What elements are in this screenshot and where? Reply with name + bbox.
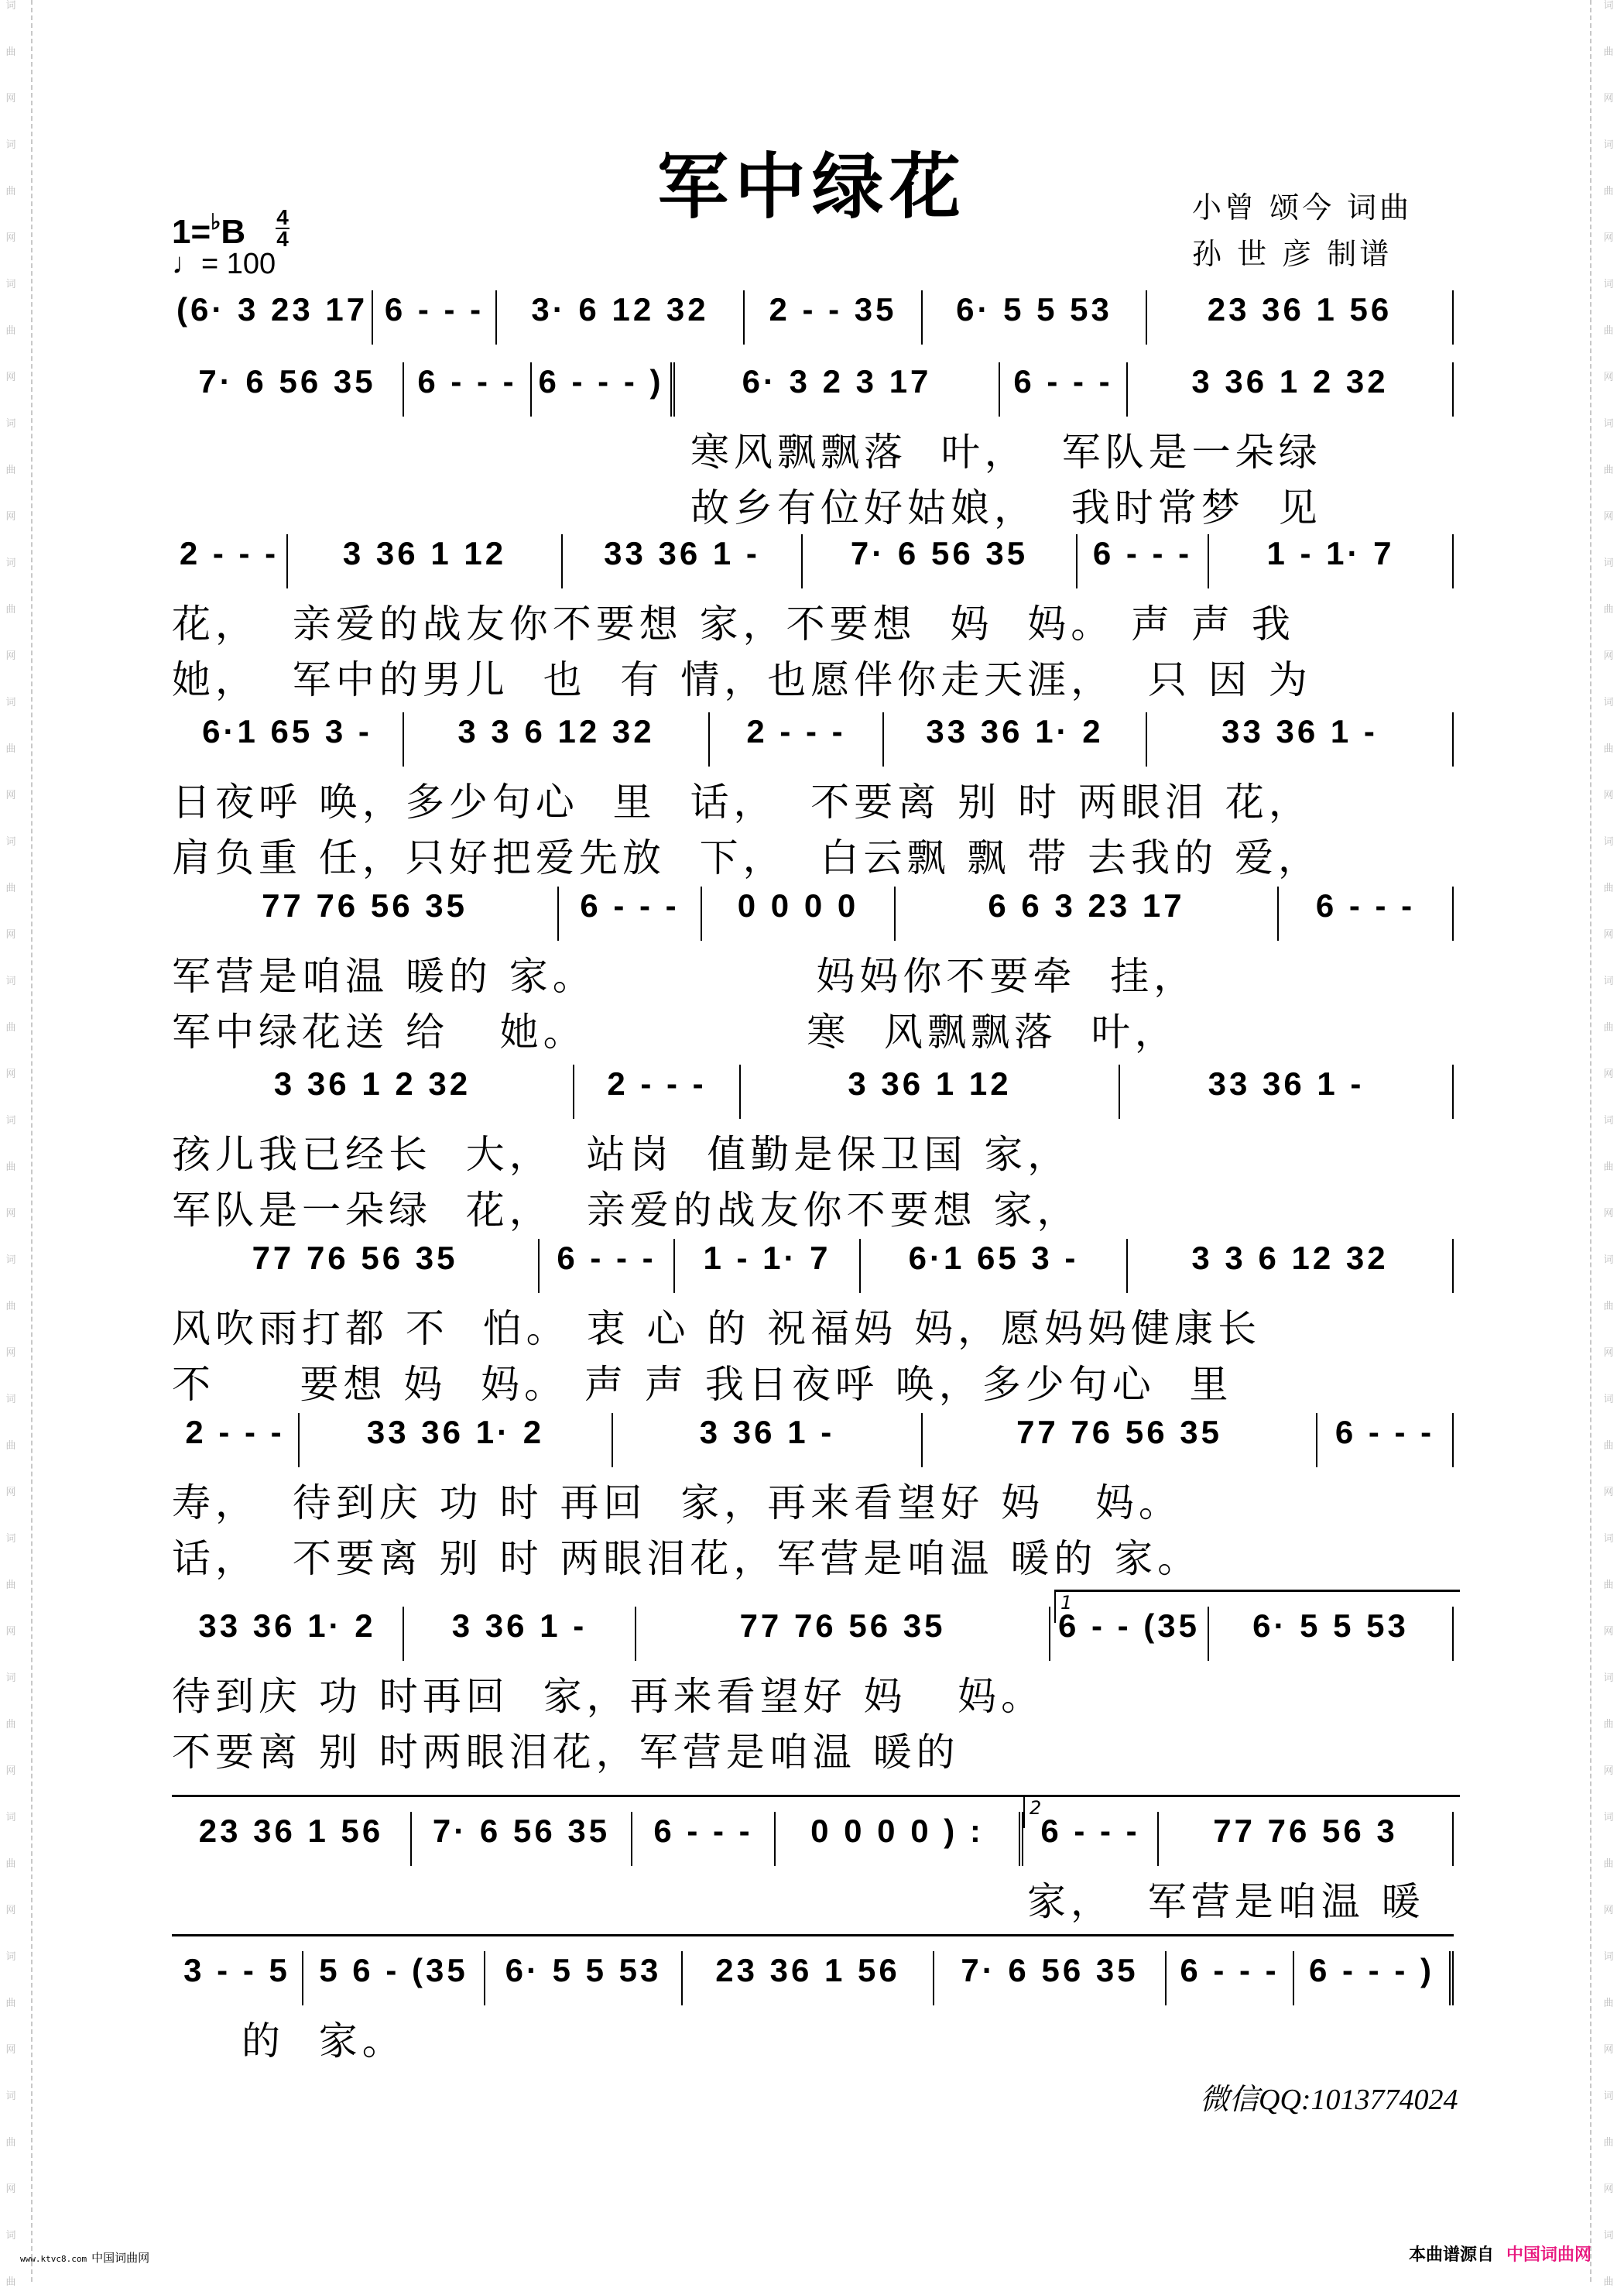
measure [540,1239,675,1293]
site-name: 中国词曲网 [91,2251,150,2265]
measure [632,1812,776,1866]
staff-line [172,362,1454,424]
measure [1120,1065,1454,1119]
watermark-char: 曲 [1603,1440,1614,1452]
measure [172,1239,540,1293]
watermark-char: 曲 [5,604,16,616]
measure-notes: 33 36 1· 2 [926,713,1104,750]
watermark-char: 词 [5,1254,16,1266]
watermark-char: 网 [1603,1347,1614,1359]
measure-notes: 6 - - - ) [538,363,664,400]
score-system [172,712,1454,886]
measure [172,534,288,588]
measure [613,1413,923,1467]
watermark-char: 词 [1603,1533,1614,1545]
measure [636,1607,1050,1661]
watermark-char: 网 [1603,1765,1614,1777]
measure-notes: 6 - - - [1334,1414,1435,1450]
staff-line [172,1065,1454,1127]
measure [172,1065,574,1119]
measure-notes: 2 - - 35 [769,291,897,328]
measure-notes: 2 - - - [185,1414,285,1450]
watermark-char: 词 [5,976,16,987]
measure [303,1951,485,2005]
measure [563,534,803,588]
lyric-verse-1: 寒风飘飘落 叶， 军队是一朵绿 [690,430,1322,475]
staff-line [172,887,1454,948]
watermark-char: 曲 [1603,604,1614,616]
measure-notes: 6 - - (35 [1057,1607,1201,1644]
measure-notes: 6· 5 5 53 [1252,1607,1409,1644]
watermark-char: 词 [1603,2091,1614,2102]
watermark-char: 词 [1603,1254,1614,1266]
watermark-char: 曲 [5,1580,16,1591]
key-prefix: 1= [172,213,211,251]
tempo-marking: ♩= 100 [172,248,276,280]
watermark-char: 曲 [5,2276,16,2288]
source-label: 本曲谱源自 [1409,2245,1495,2265]
watermark-char: 曲 [1603,1022,1614,1034]
watermark-char: 网 [5,790,16,801]
volta-ending-2: 2 [1023,1795,1460,1828]
measure-notes: 6 - - - [580,887,680,924]
watermark-char: 网 [1603,1069,1614,1080]
watermark-char: 网 [1603,1487,1614,1498]
measure-notes: 2 - - - [179,535,279,571]
watermark-char: 词 [1603,1812,1614,1823]
watermark-char: 网 [1603,232,1614,244]
watermark-char: 曲 [5,1161,16,1173]
measure-notes: 3 36 1 2 32 [273,1065,471,1102]
measure-notes: 3 - - 5 [183,1952,290,1988]
watermark-char: 词 [5,0,16,12]
measure-notes: 6 - - - [653,1813,753,1849]
measure [1317,1413,1454,1467]
measure-notes: 7· 6 56 35 [198,363,376,400]
measure-notes: 3 36 1 - [699,1414,835,1450]
watermark-char: 曲 [5,46,16,58]
key-note: B [221,213,246,251]
watermark-char: 网 [1603,1208,1614,1219]
measure-notes: 77 76 56 35 [252,1240,458,1276]
measure-notes: 7· 6 56 35 [961,1952,1139,1988]
measure-notes: 3 36 1 12 [848,1065,1012,1102]
site-url-text[interactable]: www.ktvc8.com [20,2254,87,2264]
watermark-char: 曲 [1603,1301,1614,1312]
watermark-char: 词 [1603,139,1614,151]
time-signature [276,205,290,251]
key-signature [172,209,245,252]
measure-notes: 0 0 0 0 [737,887,859,924]
measure [1209,1607,1454,1661]
watermark-char: 曲 [5,1301,16,1312]
measure-notes: 6 - - - [1315,887,1416,924]
measure [1128,362,1454,417]
measure [1128,1239,1454,1293]
watermark-char: 曲 [1603,186,1614,197]
measure-notes: (6· 3 23 17 [176,291,368,328]
measure [861,1239,1128,1293]
measure-notes: 23 36 1 56 [1207,291,1393,328]
watermark-char: 曲 [1603,325,1614,337]
watermark-char: 词 [5,697,16,708]
lyric-verse-2: 肩负重 任，只好把爱先放 下， 白云飘 飘 带 去我的 爱， [172,835,1322,880]
watermark-char: 网 [1603,93,1614,105]
lyric-verse-1: 日夜呼 唤，多少句心 里 话， 不要离 别 时 两眼泪 花， [172,780,1312,825]
measure [172,290,373,345]
measure-notes: 7· 6 56 35 [850,535,1029,571]
watermark-char: 网 [1603,1626,1614,1638]
transcriber: 孙 世 彦 制谱 [1192,237,1393,271]
watermark-char: 词 [5,2091,16,2102]
watermark-char: 曲 [1603,883,1614,894]
measure-notes: 2 - - - [607,1065,707,1102]
lyric-verse-2: 故乡有位好姑娘， 我时常梦 见 [690,485,1322,530]
watermark-char: 网 [5,372,16,383]
measure [300,1413,613,1467]
lyric-verse-1: 花， 亲爱的战友你不要想 家，不要想 妈 妈。 声 声 我 [172,602,1295,647]
measure [1209,534,1454,588]
lyric-verse-1: 家， 军营是咱温 暖 [1027,1879,1425,1924]
watermark-char: 曲 [1603,1580,1614,1591]
measure-notes: 1 - 1· 7 [703,1240,831,1276]
watermark-char: 曲 [5,1998,16,2009]
watermark-char: 网 [5,1626,16,1638]
measure [745,290,923,345]
watermark-char: 网 [5,1765,16,1777]
watermark-char: 网 [5,1208,16,1219]
measure-notes: 33 36 1 - [1208,1065,1365,1102]
watermark-char: 词 [5,1533,16,1545]
watermark-char: 网 [5,2044,16,2056]
watermark-char: 词 [5,418,16,430]
measure [1147,290,1454,345]
lyric-verse-1: 寿， 待到庆 功 时 再回 家，再来看望好 妈 妈。 [172,1480,1182,1525]
measure-notes: 6 - - - [557,1240,656,1276]
measure [683,1951,934,2005]
measure-notes: 33 36 1· 2 [198,1607,376,1644]
measure-notes: 1 - 1· 7 [1266,535,1395,571]
watermark-char: 曲 [5,186,16,197]
measure [404,1607,636,1661]
volta-bracket-line [172,1934,1454,1936]
right-watermark-margin [1590,0,1624,2288]
measure-notes: 6· 5 5 53 [505,1952,662,1988]
watermark-char: 网 [1603,2044,1614,2056]
staff-line [172,290,1454,352]
measure [934,1951,1167,2005]
measure-notes: 0 0 0 0 ) : [810,1813,984,1849]
watermark-char: 曲 [1603,1858,1614,1870]
lyric-verse-2: 军中绿花送 给 她。 寒 风飘飘落 叶， [172,1010,1178,1055]
score-system [172,1239,1454,1412]
watermark-char: 曲 [1603,743,1614,755]
measure [776,1812,1023,1866]
measure [923,1413,1317,1467]
measure-notes: 23 36 1 56 [715,1952,900,1988]
staff-line [172,534,1454,596]
measure [412,1812,632,1866]
lyric-verse-1: 风吹雨打都 不 怕。 衷 心 的 祝福妈 妈，愿妈妈健康长 [172,1306,1262,1351]
watermark-char: 网 [5,511,16,523]
watermark-char: 曲 [5,325,16,337]
measure [172,1951,303,2005]
watermark-char: 词 [1603,1115,1614,1127]
watermark-char: 曲 [5,1022,16,1034]
measure [172,1607,404,1661]
measure-notes: 5 6 - (35 [319,1952,468,1988]
measure-notes: 77 76 56 35 [262,887,468,924]
measure [1279,887,1454,941]
measure-notes: 6 - - - ) [1309,1952,1434,1988]
measure [172,1413,300,1467]
measure-notes: 3 3 6 12 32 [457,713,655,750]
measure-notes: 6 - - - [1180,1952,1280,1988]
watermark-char: 曲 [5,465,16,476]
lyricist-composer: 小曾 颂今 词曲 [1192,190,1413,225]
measure [1294,1951,1454,2005]
watermark-char: 网 [5,1487,16,1498]
measure [497,290,745,345]
staff-line [172,1607,1454,1669]
measure-notes: 6 - - - [384,291,485,328]
volta-bracket-line [172,1795,1023,1797]
measure-notes: 23 36 1 56 [198,1813,384,1849]
lyric-verse-2: 不要离 别 时两眼泪花，军营是咱温 暖的 [172,1730,960,1775]
measure [710,712,884,767]
measure [675,362,1000,417]
watermark-char: 网 [5,2183,16,2195]
watermark-char: 网 [5,1905,16,1916]
watermark-char: 曲 [5,883,16,894]
watermark-char: 词 [1603,836,1614,848]
watermark-char: 词 [1603,0,1614,12]
time-top: 4 [276,205,289,229]
watermark-char: 曲 [1603,2276,1614,2288]
watermark-char: 曲 [5,2137,16,2149]
measure [702,887,896,941]
song-title: 军中绿花 [656,145,967,228]
site-url [20,2249,149,2266]
measure [803,534,1078,588]
measure [172,362,404,417]
measure [574,1065,741,1119]
measure-notes: 6· 5 5 53 [956,291,1112,328]
measure-notes: 6 - - - [1092,535,1193,571]
watermark-char: 词 [1603,557,1614,569]
measure [896,887,1279,941]
lyric-verse-1: 待到庆 功 时再回 家，再来看望好 妈 妈。 [172,1674,1045,1719]
measure [1050,1607,1209,1661]
lyric-verse-2: 话， 不要离 别 时 两眼泪花，军营是咱温 暖的 家。 [172,1536,1201,1581]
measure [1000,362,1128,417]
watermark-char: 曲 [5,1719,16,1731]
lyric-verse-2: 军队是一朵绿 花， 亲爱的战友你不要想 家， [172,1188,1081,1233]
staff-line [172,1951,1454,2013]
measure-notes: 6 - - - [1013,363,1113,400]
watermark-char: 网 [1603,2183,1614,2195]
watermark-char: 词 [1603,976,1614,987]
watermark-char: 曲 [5,743,16,755]
watermark-char: 曲 [1603,46,1614,58]
measure-notes: 3 3 6 12 32 [1191,1240,1389,1276]
watermark-char: 词 [5,1672,16,1684]
watermark-char: 曲 [1603,1998,1614,2009]
flat-icon: ♭ [211,210,221,234]
watermark-char: 网 [1603,929,1614,941]
watermark-char: 网 [1603,650,1614,662]
lyric-verse-1: 军营是咱温 暖的 家。 妈妈你不要牵 挂， [172,954,1197,999]
measure-notes: 33 36 1· 2 [366,1414,545,1450]
watermark-char: 网 [1603,372,1614,383]
watermark-char: 网 [5,1347,16,1359]
measure [373,290,497,345]
source-brand-link[interactable]: 中国词曲网 [1506,2245,1592,2265]
measure [404,712,710,767]
watermark-char: 词 [1603,2230,1614,2242]
measure-notes: 3 36 1 2 32 [1191,363,1389,400]
measure [172,1812,412,1866]
lyric-verse-1: 的 家。 [242,2019,406,2063]
watermark-char: 词 [1603,418,1614,430]
measure-notes: 33 36 1 - [604,535,760,571]
watermark-char: 词 [5,836,16,848]
measure [559,887,702,941]
contact-info: 微信QQ:1013774024 [1200,2084,1458,2116]
watermark-char: 词 [5,1951,16,1963]
score-system [172,1592,1454,1780]
watermark-char: 曲 [5,1440,16,1452]
watermark-char: 网 [5,650,16,662]
measure-notes: 6 6 3 23 17 [988,887,1185,924]
watermark-char: 网 [5,1069,16,1080]
score-system [172,290,1454,352]
measure [172,887,559,941]
watermark-char: 网 [5,93,16,105]
watermark-char: 曲 [1603,465,1614,476]
measure [404,362,532,417]
source-credit [1409,2242,1591,2266]
time-bottom: 4 [276,227,289,251]
staff-line [172,1812,1454,1874]
measure [172,712,404,767]
watermark-char: 网 [1603,511,1614,523]
staff-line [172,1413,1454,1475]
measure [485,1951,683,2005]
measure-notes: 3 36 1 12 [342,535,507,571]
watermark-char: 曲 [1603,1719,1614,1731]
measure-notes: 33 36 1 - [1221,713,1378,750]
measure [884,712,1147,767]
score-system [172,1797,1454,1930]
left-watermark-margin [0,0,33,2288]
lyric-verse-1: 孩儿我已经长 大， 站岗 值勤是保卫国 家， [172,1132,1071,1177]
watermark-char: 词 [5,1115,16,1127]
measure-notes: 6 - - - [417,363,517,400]
measure-notes: 2 - - - [746,713,846,750]
watermark-char: 词 [1603,697,1614,708]
score-system [172,1413,1454,1587]
measure [1159,1812,1454,1866]
measure-notes: 6·1 65 3 - [202,713,372,750]
watermark-char: 曲 [1603,1161,1614,1173]
watermark-char: 词 [5,2230,16,2242]
measure [288,534,563,588]
score-system [172,534,1454,708]
watermark-char: 词 [1603,1951,1614,1963]
score-system [172,362,1454,536]
measure-notes: 77 76 56 35 [1016,1414,1222,1450]
score-system [172,1951,1454,2069]
measure-notes: 6·1 65 3 - [908,1240,1079,1276]
measure-notes: 3 36 1 - [451,1607,588,1644]
watermark-char: 词 [1603,1672,1614,1684]
watermark-char: 词 [5,1812,16,1823]
measure [532,362,675,417]
watermark-char: 词 [5,139,16,151]
measure-notes: 77 76 56 3 [1213,1813,1398,1849]
measure [1023,1812,1159,1866]
watermark-char: 词 [5,1394,16,1405]
staff-line [172,712,1454,774]
measure [1147,712,1454,767]
lyric-verse-2: 不 要想 妈 妈。 声 声 我日夜呼 唤，多少句心 里 [172,1362,1233,1407]
measure-notes: 3· 6 12 32 [531,291,709,328]
watermark-char: 网 [1603,790,1614,801]
measure-notes: 7· 6 56 35 [432,1813,611,1849]
watermark-char: 曲 [1603,2137,1614,2149]
measure-notes: 6 - - - [1040,1813,1140,1849]
measure [923,290,1147,345]
watermark-char: 网 [5,232,16,244]
volta-ending-1: 1 [1054,1590,1460,1623]
watermark-char: 词 [5,279,16,290]
watermark-char: 词 [5,557,16,569]
lyric-verse-2: 她， 军中的男儿 也 有 情，也愿伴你走天涯， 只 因 为 [172,657,1312,702]
score-system [172,1065,1454,1238]
watermark-char: 曲 [5,1858,16,1870]
staff-line [172,1239,1454,1301]
watermark-char: 词 [1603,1394,1614,1405]
measure [741,1065,1120,1119]
score-system [172,887,1454,1060]
credits [1192,184,1412,277]
measure-notes: 6· 3 2 3 17 [742,363,932,400]
watermark-char: 网 [5,929,16,941]
watermark-char: 网 [1603,1905,1614,1916]
measure-notes: 77 76 56 35 [739,1607,946,1644]
measure [1078,534,1209,588]
measure [675,1239,861,1293]
measure [1167,1951,1294,2005]
watermark-char: 词 [1603,279,1614,290]
